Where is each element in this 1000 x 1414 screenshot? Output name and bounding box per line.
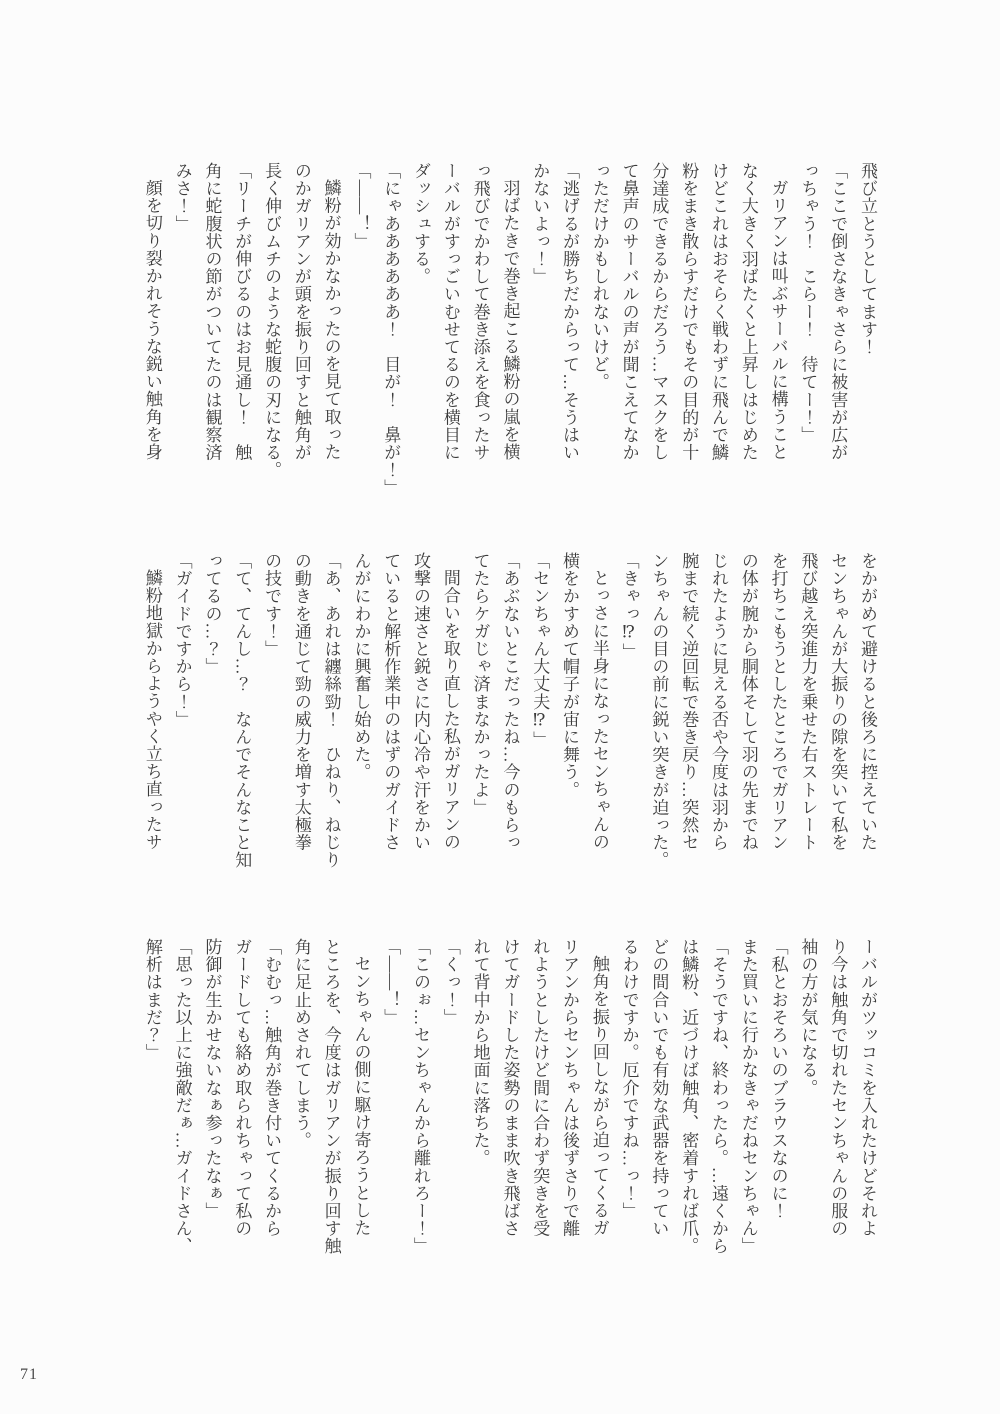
text-column: 長く伸びムチのような蛇腹の刃になる。	[262, 162, 282, 479]
text-column: っただけかもしれないけど。	[589, 162, 609, 391]
text-column: 分達成できるからだろう…マスクをし	[649, 162, 669, 462]
text-column: 触角を振り回しながら迫ってくるガ	[589, 955, 609, 1237]
text-column: 「くっ！」	[440, 938, 460, 1026]
text-column: 「逃げるが勝ちだからって…そうはい	[560, 162, 580, 462]
text-column: 「きゃっ⁉」	[619, 552, 639, 661]
text-column: 「ガイドですから！」	[172, 552, 192, 728]
text-column: ってるの…？」	[202, 552, 222, 676]
text-column: 粉をまき散らすだけでもその目的が十	[679, 162, 699, 462]
text-column: 「――！」	[351, 162, 371, 250]
text-column: 顔を切り裂かれそうな鋭い触角を身	[142, 179, 162, 461]
text-block-top	[137, 162, 882, 497]
text-column: 「リーチが伸びるのはお見通し！ 触	[232, 162, 252, 462]
text-column: センちゃんが大振りの隙を突いて私を	[828, 552, 848, 852]
text-column: れて背中から地面に落ちた。	[470, 938, 490, 1167]
text-column: ーバルがツッコミを入れたけどそれよ	[858, 938, 877, 1238]
text-column: 鱗粉が効かなかったのを見て取った	[321, 179, 341, 461]
text-column: とっさに半身になったセンちゃんの	[589, 569, 609, 851]
text-column: 「て、てんし…？ なんでそんなこと知	[232, 552, 252, 869]
text-column: のかガリアンが頭を振り回すと触角が	[291, 162, 311, 462]
text-column: 解析はまだ？」	[142, 938, 162, 1062]
text-column: かないよっ！」	[530, 162, 550, 286]
text-column: 「センちゃん大丈夫⁉」	[530, 552, 550, 749]
text-column: 間合いを取り直した私がガリアンの	[440, 569, 460, 851]
text-column: 角に足止めされてしまう。	[291, 938, 311, 1150]
text-column: ダッシュする。	[411, 162, 431, 286]
text-column: 腕まで続く逆回転で巻き戻り…突然セ	[679, 552, 699, 852]
text-column: っ飛びでかわして巻き添えを食ったサ	[470, 162, 490, 462]
text-column: てたらケガじゃ済まなかったよ」	[470, 552, 490, 816]
text-column: をかがめて避けると後ろに控えていた	[858, 552, 877, 852]
text-column: っちゃう！ こらー！ 待てー！」	[798, 162, 818, 444]
text-column: 角に蛇腹状の節がついてたのは観察済	[202, 162, 222, 462]
text-column: 「思った以上に強敵だぁ…ガイドさん、	[172, 938, 192, 1255]
text-column: 飛び越え突進力を乗せた右ストレート	[798, 552, 818, 852]
text-column: 「私とおそろいのブラウスなのに！	[768, 938, 788, 1220]
text-column: ていると解析作業中のはずのガイドさ	[381, 552, 401, 852]
text-column: の体が腕から胴体そして羽の先までね	[738, 552, 758, 852]
text-column: ンちゃんの目の前に鋭い突きが迫った。	[649, 552, 669, 869]
text-column: 「――！」	[381, 938, 401, 1026]
text-column: 袖の方が気になる。	[798, 938, 818, 1097]
text-column: 「あ、あれは纏絲勁！ ひねり、ねじり	[321, 552, 341, 869]
text-column: なく大きく羽ばたくと上昇しはじめた	[738, 162, 758, 462]
text-column: 「あぶないとこだったね…今のもらっ	[500, 552, 520, 852]
text-column: けどこれはおそらく戦わずに飛んで鱗	[709, 162, 729, 462]
text-column: れようとしたけど間に合わず突きを受	[530, 938, 550, 1238]
text-column: ガードしても絡め取られちゃって私の	[232, 938, 252, 1238]
text-column: また買いに行かなきゃだねセンちゃん」	[738, 938, 758, 1255]
text-column: 横をかすめて帽子が宙に舞う。	[560, 552, 580, 799]
text-column: んがにわかに興奮し始めた。	[351, 552, 371, 781]
text-column: 「ここで倒さなきゃさらに被害が広が	[828, 162, 848, 462]
text-column: じれたように見える否や今度は羽から	[709, 552, 729, 852]
text-column: るわけですか。厄介ですね…っ！」	[619, 938, 639, 1220]
text-block-middle	[137, 552, 882, 869]
text-column: ーバルがすっごいむせてるのを横目に	[440, 162, 460, 462]
text-column: の動きを通じて勁の威力を増す太極拳	[291, 552, 311, 852]
text-column: 「にゃああああああ！ 目が！ 鼻が！」	[381, 162, 401, 497]
text-column: て鼻声のサーバルの声が聞こえてなか	[619, 162, 639, 462]
text-column: 羽ばたきで巻き起こる鱗粉の嵐を横	[500, 179, 520, 461]
text-column: 「このぉ…センちゃんから離れろー！」	[411, 938, 431, 1255]
text-column: ガリアンは叫ぶサーバルに構うこと	[768, 179, 788, 461]
page-number: 71	[20, 1366, 38, 1383]
text-column: を打ちこもうとしたところでガリアン	[768, 552, 788, 852]
text-column: 鱗粉地獄からようやく立ち直ったサ	[142, 569, 162, 851]
text-column: リアンからセンちゃんは後ずさりで離	[560, 938, 580, 1238]
text-column: は鱗粉、近づけば触角、密着すれば爪。	[679, 938, 699, 1255]
text-column: 飛び立とうとしてます！	[858, 162, 877, 356]
text-column: 「むむっ…触角が巻き付いてくるから	[262, 938, 282, 1238]
text-column: 防御が生かせないなぁ参ったなぁ」	[202, 938, 222, 1220]
text-column: の技です！」	[262, 552, 282, 658]
text-column: 攻撃の速さと鋭さに内心冷や汗をかい	[411, 552, 431, 852]
text-column: どの間合いでも有効な武器を持ってい	[649, 938, 669, 1238]
text-column: ところを、今度はガリアンが振り回す触	[321, 938, 341, 1255]
text-column: けてガードした姿勢のまま吹き飛ばさ	[500, 938, 520, 1238]
text-column: り今は触角で切れたセンちゃんの服の	[828, 938, 848, 1238]
text-column: 「そうですね、終わったら。…遠くから	[709, 938, 729, 1255]
text-column: センちゃんの側に駆け寄ろうとした	[351, 955, 371, 1237]
text-column: みさ！」	[172, 162, 192, 233]
text-block-bottom	[137, 938, 882, 1255]
